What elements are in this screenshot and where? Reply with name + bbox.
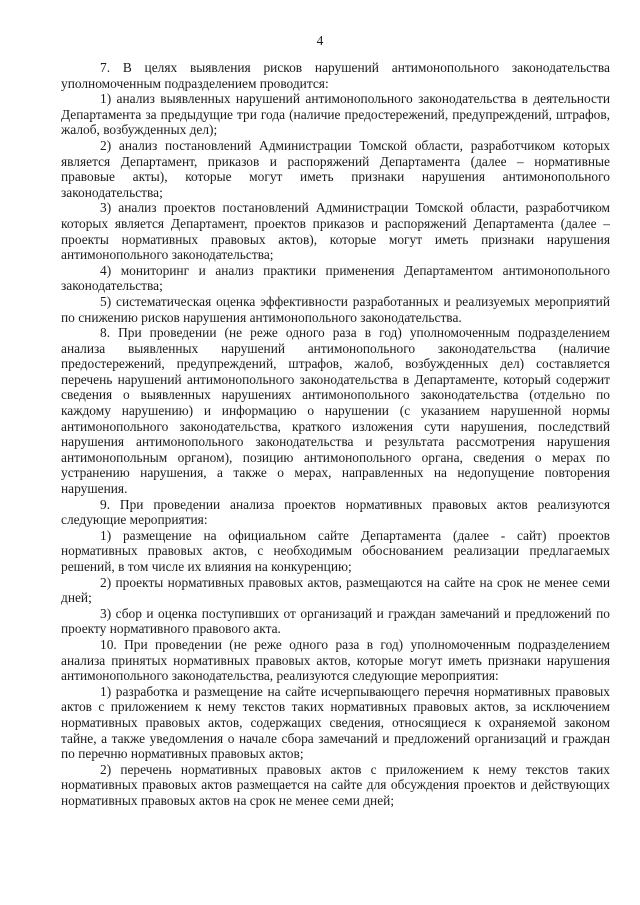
list-item-9-1: 1) размещение на официальном сайте Департамента (далее - сайт) проектов нормативных правовых актов, с необходимым обоснованием реализации предлагаемых решений, в том числе их влияния на конкуренцию; xyxy=(61,527,610,574)
page-number: 4 xyxy=(316,33,324,48)
list-item-7-1: 1) анализ выявленных нарушений антимонопольного законодательства в деятельности Департамента за предыдущие три года (наличие предостережений, предупреждений, штрафов, жалоб, возбужденных дел); xyxy=(61,91,610,138)
list-item-10-2: 2) перечень нормативных правовых актов с приложением к нему текстов таких нормативных правовых актов размещается на сайте для обсуждения проектов и действующих нормативных правовых актов на срок не менее семи дней; xyxy=(61,761,610,808)
paragraph-10: 10. При проведении (не реже одного раза в год) уполномоченным подразделением анализа принятых нормативных правовых актов, которые могут иметь признаки нарушения антимонопольного законодательства, реализуются следующие мероприятия: xyxy=(61,636,610,684)
paragraph-7: 7. В целях выявления рисков нарушений антимонопольного законодательства уполномоченным подразделением проводится: xyxy=(61,60,610,91)
list-item-9-3: 3) сбор и оценка поступивших от организаций и граждан замечаний и предложений по проекту нормативного правового акта. xyxy=(61,605,610,637)
list-item-7-3: 3) анализ проектов постановлений Администрации Томской области, разработчиком которых является Департамент, проектов приказов и распоряжений Департамента (далее – проекты нормативных правовых актов), которые могут иметь признаки нарушения антимонопольного законодательства; xyxy=(61,200,610,263)
list-item-7-5: 5) систематическая оценка эффективности разработанных и реализуемых мероприятий по снижению рисков нарушения антимонопольного законодательства. xyxy=(61,293,610,325)
list-item-9-2: 2) проекты нормативных правовых актов, размещаются на сайте на срок не менее семи дней; xyxy=(61,574,610,606)
list-item-7-4: 4) мониторинг и анализ практики применения Департаментом антимонопольного законодательства; xyxy=(61,262,610,294)
document-body xyxy=(61,60,610,809)
paragraph-8: 8. При проведении (не реже одного раза в год) уполномоченным подразделением анализа выявленных нарушений антимонопольного законодательства (наличие предостережений, предупреждений, штрафов, жалоб, возбужденных дел) составляется перечень нарушений антимонопольного законодательства в Департаменте, который содержит сведения о выявленных нарушениях антимонопольного законодательства (отдельно по каждому нарушению) и информацию о нарушении (с указанием нарушенной нормы антимонопольного законодательства, краткого изложения сути нарушения, последствий нарушения антимонопольного законодательства и результата рассмотрения нарушения антимонопольным органом), позицию антимонопольного органа, сведения о мерах по устранению нарушения, а также о мерах, направленных на недопущение повторения нарушения. xyxy=(61,325,610,497)
list-item-7-2: 2) анализ постановлений Администрации Томской области, разработчиком которых является Департамент, приказов и распоряжений Департамента (далее – нормативные правовые акты), которые могут иметь признаки нарушения антимонопольного законодательства; xyxy=(61,137,610,200)
paragraph-9: 9. При проведении анализа проектов нормативных правовых актов реализуются следующие мероприятия: xyxy=(61,496,610,528)
list-item-10-1: 1) разработка и размещение на сайте исчерпывающего перечня нормативных правовых актов с приложением к нему текстов таких нормативных правовых актов, за исключением нормативных правовых актов, содержащих сведения, относящиеся к охраняемой законом тайне, а также уведомления о начале сбора замечаний и предложений организаций и граждан по перечню нормативных правовых актов; xyxy=(61,683,610,762)
